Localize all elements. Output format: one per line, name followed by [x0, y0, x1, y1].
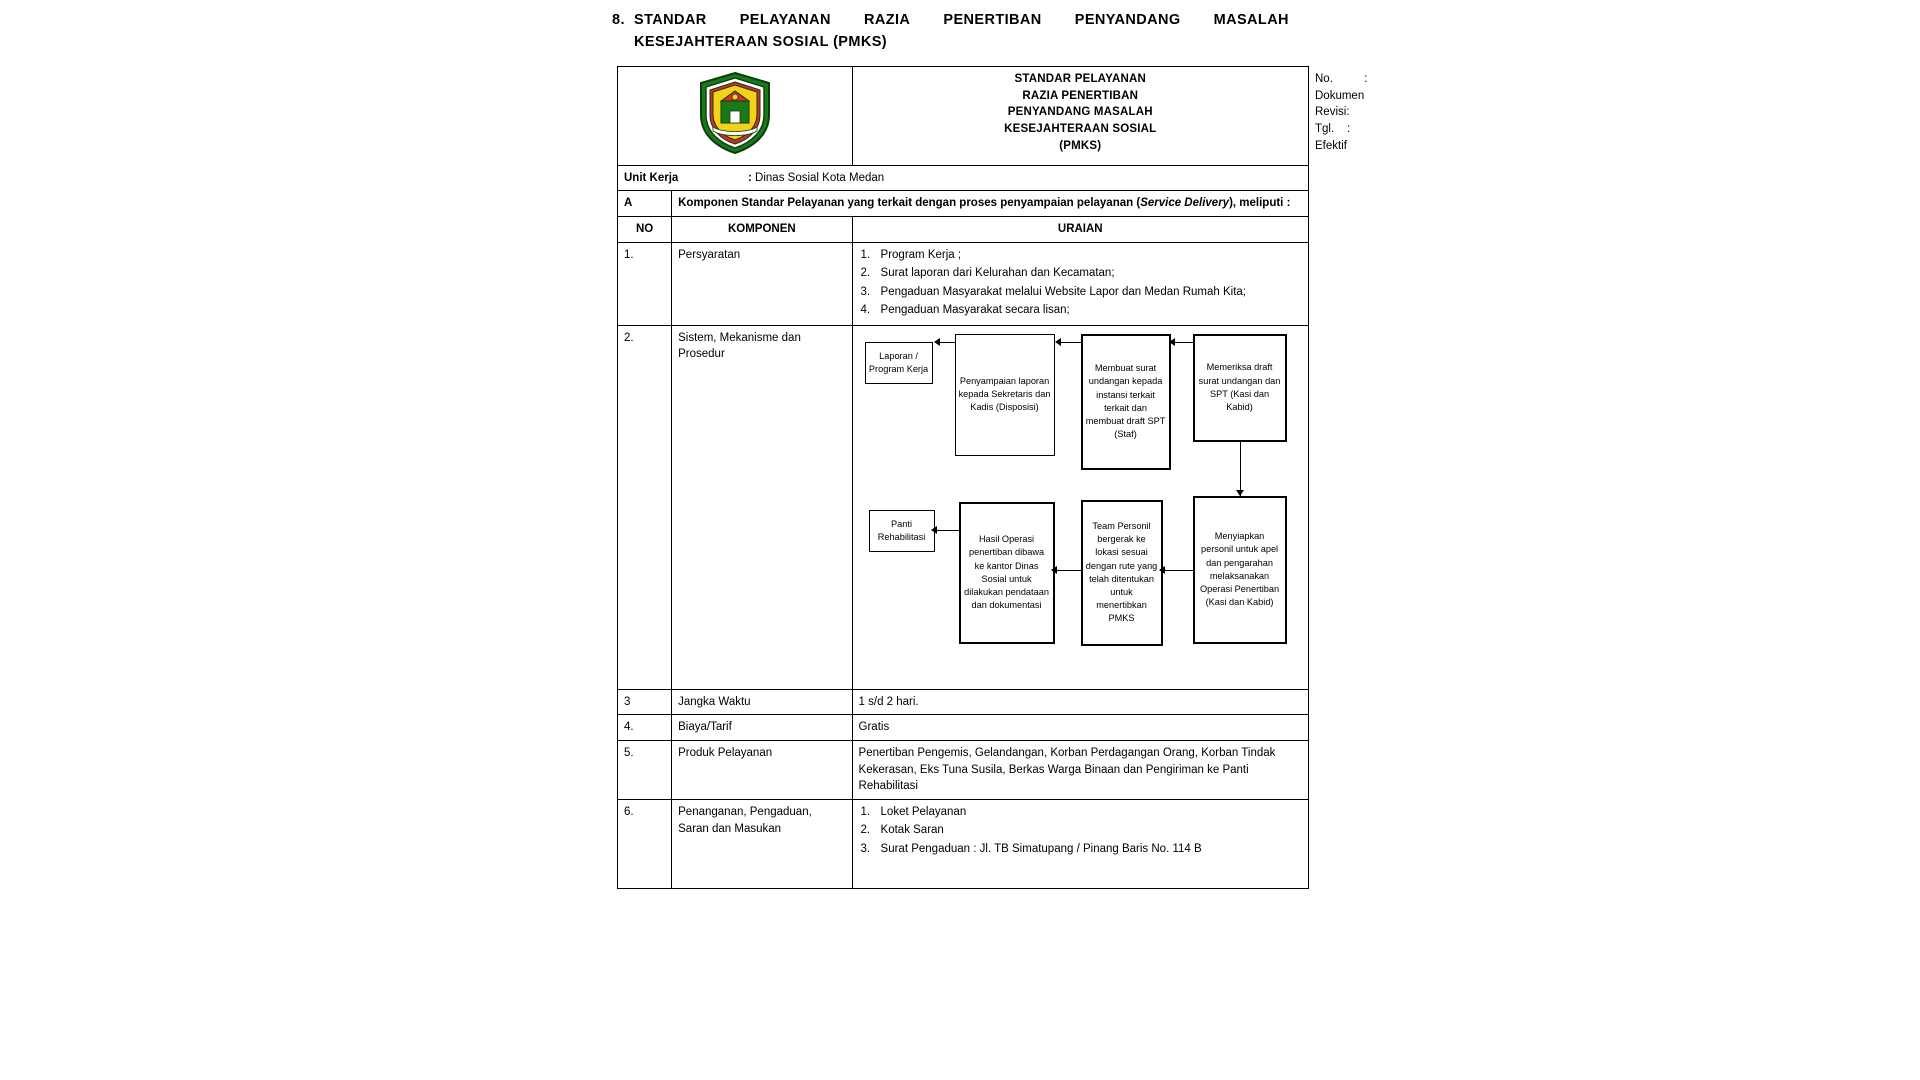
heading-line-2: KESEJAHTERAAN SOSIAL (PMKS)	[634, 33, 888, 50]
row-uraian: Penertiban Pengemis, Gelandangan, Korban Perdagangan Orang, Korban Tindak Kekerasan, Eks Tuna Susila, Berkas Warga Binaan dan Pengiriman ke Panti Rehabilitasi	[852, 740, 1308, 799]
flow-arrow-head	[1051, 566, 1057, 574]
list-marker: 4.	[860, 304, 871, 317]
title-line: PENYANDANG MASALAH	[1007, 106, 1153, 119]
row-no: 2.	[618, 325, 672, 689]
row-uraian: Gratis	[852, 715, 1308, 741]
list-marker: 1.	[860, 248, 871, 261]
row-uraian: 1 s/d 2 hari.	[852, 689, 1308, 715]
list-marker: 3.	[860, 285, 871, 298]
list-item	[859, 302, 1302, 319]
unit-kerja-cell	[618, 165, 1309, 191]
list-text: Surat laporan dari Kelurahan dan Kecamatan;	[880, 267, 1115, 280]
row-uraian	[852, 799, 1308, 888]
list-marker: 2.	[860, 267, 871, 280]
heading-word: MASALAH	[1213, 12, 1289, 28]
flow-arrow-head	[1159, 566, 1165, 574]
row-komponen: Produk Pelayanan	[672, 740, 852, 799]
row-no: 3	[618, 689, 672, 715]
logo-cell	[618, 67, 853, 166]
list-text: Kotak Saran	[880, 824, 944, 837]
flow-node-hasil-operasi: Hasil Operasi penertiban dibawa ke kantor Dinas Sosial untuk dilakukan pendataan dan dokumentasi	[959, 502, 1055, 644]
list-item	[859, 247, 1302, 264]
heading-word: STANDAR	[634, 12, 707, 28]
row-komponen: Sistem, Mekanisme dan Prosedur	[672, 325, 852, 689]
flow-node-laporan-program-kerja: Laporan / Program Kerja	[865, 342, 933, 384]
table-row	[618, 740, 1309, 799]
flow-arrow-head	[931, 526, 937, 534]
table-row	[618, 325, 1309, 689]
title-line: STANDAR PELAYANAN	[1014, 73, 1146, 85]
section-text-part1: Komponen Standar Pelayanan yang terkait dengan proses penyampaian pelayanan (	[678, 197, 1141, 210]
list-text: Surat Pengaduan : Jl. TB Simatupang / Pinang Baris No. 114 B	[880, 842, 1202, 855]
medan-city-emblem-icon	[697, 71, 773, 161]
flow-arrow-head	[1055, 338, 1061, 346]
heading-word: PENYANDANG	[1074, 12, 1181, 28]
row-komponen: Persyaratan	[672, 242, 852, 325]
standar-pelayanan-table	[617, 66, 1368, 889]
list-item	[859, 284, 1302, 301]
table-row	[618, 715, 1309, 741]
row-komponen: Biaya/Tarif	[672, 715, 852, 741]
list-marker: 2.	[860, 824, 871, 837]
table-row	[618, 689, 1309, 715]
flow-arrow-head	[934, 338, 940, 346]
list-marker: 3.	[860, 842, 871, 855]
flowchart	[859, 330, 1302, 685]
table-row	[618, 242, 1309, 325]
flow-node-penyampaian-laporan: Penyampaian laporan kepada Sekretaris dan Kadis (Disposisi)	[955, 334, 1055, 456]
flow-arrow-line	[1163, 570, 1193, 571]
row-komponen: Jangka Waktu	[672, 689, 852, 715]
list-item	[859, 841, 1302, 858]
section-text-italic: Service Delivery	[1140, 197, 1230, 210]
meta-colon: :	[1346, 123, 1351, 136]
row-uraian	[852, 242, 1308, 325]
title-line: (PMKS)	[1059, 139, 1102, 152]
meta-label: No. Dokumen	[1315, 73, 1365, 102]
unit-kerja-row	[618, 165, 1309, 191]
list-item	[859, 804, 1302, 821]
list-item	[859, 265, 1302, 282]
section-a-row	[618, 191, 1309, 217]
flow-node-menyiapkan-personil: Menyiapkan personil untuk apel dan pengarahan melaksanakan Operasi Penertiban (Kasi dan Kabid)	[1193, 496, 1287, 644]
section-text-part2: ), meliputi :	[1229, 197, 1291, 210]
flow-node-team-personil-bergerak: Team Personil bergerak ke lokasi sesuai dengan rute yang telah ditentukan untuk menertibkan PMKS	[1081, 500, 1163, 646]
flow-arrow-head	[1169, 338, 1175, 346]
row-uraian-flowchart	[852, 325, 1308, 689]
heading-word: RAZIA	[863, 12, 911, 28]
section-letter: A	[618, 191, 672, 217]
flow-arrow-line	[935, 530, 959, 531]
flow-arrow-head	[1236, 490, 1244, 496]
title-line: RAZIA PENERTIBAN	[1022, 89, 1139, 102]
heading-word: PENERTIBAN	[943, 12, 1042, 28]
column-header-uraian: URAIAN	[852, 217, 1308, 243]
meta-colon: :	[1364, 73, 1368, 85]
unit-kerja-label: Unit Kerja	[624, 171, 679, 184]
heading-number: 8.	[612, 12, 625, 28]
flow-node-panti-rehabilitasi: Panti Rehabilitasi	[869, 510, 935, 552]
list-text: Program Kerja ;	[880, 248, 962, 261]
list-text: Pengaduan Masyarakat secara lisan;	[880, 304, 1070, 317]
row-komponen: Penanganan, Pengaduan, Saran dan Masukan	[672, 799, 852, 888]
unit-kerja-colon: :	[748, 171, 752, 184]
unit-kerja-value: Dinas Sosial Kota Medan	[755, 171, 885, 184]
column-header-komponen: KOMPONEN	[672, 217, 852, 243]
flow-arrow-line	[1240, 442, 1241, 496]
flow-arrow-line	[1059, 342, 1081, 343]
section-description	[672, 191, 1309, 217]
meta-colon: :	[1346, 106, 1350, 119]
heading-word: PELAYANAN	[739, 12, 831, 28]
flow-arrow-line	[1055, 570, 1081, 571]
meta-label: Revisi	[1315, 106, 1347, 119]
flow-arrow-line	[939, 342, 955, 343]
list-item	[859, 822, 1302, 839]
column-header-no: NO	[618, 217, 672, 243]
table-header-row	[618, 67, 1309, 166]
list-text: Pengaduan Masyarakat melalui Website Lapor dan Medan Rumah Kita;	[880, 285, 1246, 298]
list-marker: 1.	[860, 805, 871, 818]
list-text: Loket Pelayanan	[880, 805, 967, 818]
flow-arrow-line	[1173, 342, 1193, 343]
flow-node-membuat-surat-undangan: Membuat surat undangan kepada instansi terkait terkait dan membuat draft SPT (Staf)	[1081, 334, 1171, 470]
document-title-cell	[852, 67, 1308, 166]
row-no: 6.	[618, 799, 672, 888]
row-no: 5.	[618, 740, 672, 799]
row-no: 1.	[618, 242, 672, 325]
document-heading	[612, 10, 1292, 54]
flow-node-memeriksa-draft-surat: Memeriksa draft surat undangan dan SPT (Kasi dan Kabid)	[1193, 334, 1287, 442]
meta-label: Tgl. Efektif	[1315, 123, 1347, 152]
column-header-row	[618, 217, 1309, 243]
row-no: 4.	[618, 715, 672, 741]
title-line: KESEJAHTERAAN SOSIAL	[1004, 123, 1157, 136]
table-row	[618, 799, 1309, 888]
